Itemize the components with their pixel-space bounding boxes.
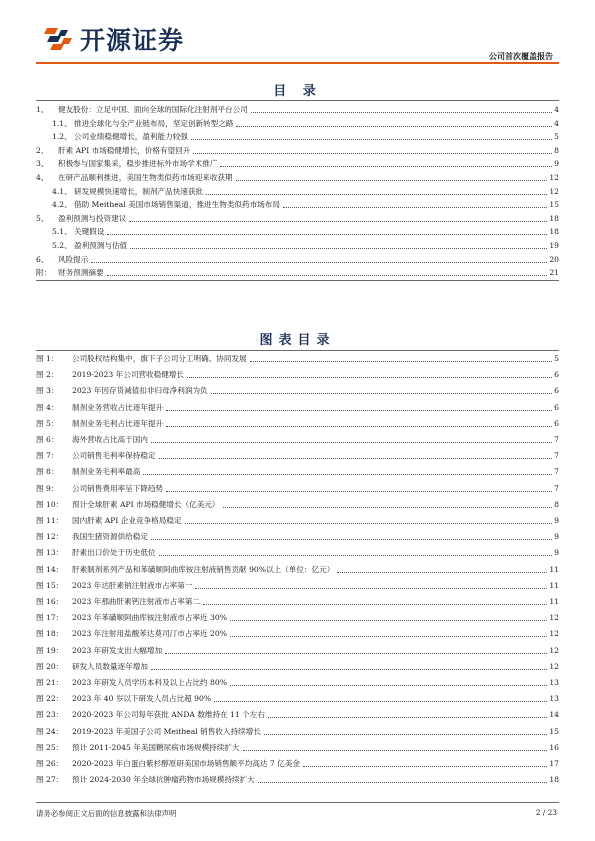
- figure-entry-text: 我国生猪资源供给稳定: [72, 532, 148, 542]
- dot-leader: [268, 716, 547, 718]
- toc-entry-text: 健友股份：立足中国、面向全球的国际化注射剂平台公司: [58, 105, 248, 114]
- figure-entry-text: 公司销售毛利率保持稳定: [72, 451, 156, 461]
- toc-entry-number: 5.2、: [52, 241, 72, 250]
- toc-entry-number: 4.2、: [52, 200, 72, 210]
- figure-entry-text: 2023 年研发人员学历本科及以上占比约 80%: [72, 678, 227, 687]
- figure-entry-page: 6: [554, 418, 559, 428]
- dot-leader: [143, 473, 552, 475]
- toc-entry[interactable]: [36, 157, 559, 170]
- figure-entry-number: 图 20：: [36, 661, 64, 671]
- figure-entry-page: 9: [554, 516, 559, 525]
- figure-entry-text: 制剂业务毛利占比逐年提升: [72, 418, 164, 428]
- dot-leader: [206, 193, 547, 195]
- dot-leader: [151, 668, 547, 670]
- figure-entry[interactable]: [36, 498, 559, 511]
- kaiyuan-logo-icon: [44, 24, 74, 54]
- brand-name: 开源证券: [80, 26, 185, 55]
- toc-entry-number: 5.1、: [52, 227, 72, 237]
- dot-leader: [151, 538, 552, 540]
- dot-leader: [236, 125, 552, 127]
- toc-entry-text: 盈利预测与估值: [74, 241, 128, 250]
- figure-entry-text: 预计 2011-2045 年美国糖尿病市场规模持续扩大: [72, 742, 240, 752]
- toc-entry-number: 1、: [36, 105, 49, 114]
- dot-leader: [303, 765, 547, 767]
- toc-entry-page: 12: [549, 173, 559, 182]
- toc-entry-number: 1.1、: [52, 118, 72, 128]
- dot-leader: [214, 700, 547, 702]
- toc-entry-page: 4: [554, 118, 559, 128]
- figure-entry-page: 12: [549, 645, 559, 655]
- dot-leader: [230, 635, 547, 637]
- figure-entry[interactable]: [36, 644, 559, 657]
- toc-entry-page: 9: [554, 159, 559, 169]
- figure-entry[interactable]: [36, 773, 559, 786]
- toc-entry-text: 关键假设: [74, 227, 105, 237]
- dot-leader: [107, 274, 548, 276]
- figure-entry[interactable]: [36, 401, 559, 414]
- figure-entry-text: 制剂业务毛利率最高: [72, 467, 141, 477]
- figure-entry[interactable]: [36, 417, 559, 430]
- figure-entry-number: 图 11：: [36, 516, 64, 525]
- figure-entry-number: 图 13：: [36, 548, 64, 558]
- figure-entry-text: 2023 年因存货减值扣非归母净利润为负: [72, 386, 208, 396]
- dot-leader: [129, 220, 547, 222]
- figure-entry-number: 图 18：: [36, 629, 64, 639]
- brand-logo: [44, 24, 184, 54]
- page-number: 2 / 23: [535, 808, 557, 817]
- figure-entry-number: 图 16：: [36, 597, 64, 606]
- toc-entry-number: 5、: [36, 213, 49, 223]
- figure-entry-text: 2020-2023 年公司每年获批 ANDA 数维持在 11 个左右: [72, 710, 265, 720]
- figure-entry[interactable]: [36, 741, 559, 754]
- figure-entry-page: 7: [554, 435, 559, 444]
- toc-bottom-divider: [36, 280, 559, 281]
- toc-entry[interactable]: [36, 103, 559, 116]
- figure-entry-page: 8: [554, 499, 559, 509]
- footer-divider: [36, 802, 559, 803]
- footer-disclaimer: 请务必参阅正文后面的信息披露和法律声明: [36, 809, 177, 818]
- toc-entry[interactable]: [36, 117, 559, 130]
- figure-entry-number: 图 23：: [36, 710, 64, 720]
- dot-leader: [220, 165, 552, 167]
- figure-entry[interactable]: [36, 595, 559, 608]
- dot-leader: [264, 733, 547, 735]
- toc-entry-page: 18: [549, 227, 559, 237]
- figure-entry-page: 11: [549, 580, 559, 590]
- dot-leader: [159, 457, 553, 459]
- toc-entry-number: 附：: [36, 268, 52, 278]
- toc-entry-page: 5: [554, 132, 559, 142]
- figure-entry-number: 图 6：: [36, 435, 59, 444]
- figure-entry-text: 2019-2023 年美国子公司 Meitheal 销售收入持续增长: [72, 726, 261, 736]
- figure-entry-page: 17: [549, 759, 559, 768]
- dot-leader: [166, 490, 552, 492]
- figure-entry-number: 图 27：: [36, 775, 64, 785]
- header-divider: [36, 62, 559, 64]
- figure-entry-number: 图 17：: [36, 613, 64, 623]
- figure-entry[interactable]: [36, 627, 559, 640]
- dot-leader: [230, 619, 547, 621]
- figure-entry-page: 12: [549, 661, 559, 671]
- figure-entry-page: 6: [554, 370, 559, 380]
- dot-leader: [230, 684, 547, 686]
- figure-entry[interactable]: [36, 579, 559, 592]
- toc-entry-page: 18: [549, 213, 559, 223]
- toc-entry-number: 3、: [36, 159, 49, 169]
- figure-entry-page: 14: [549, 710, 559, 720]
- dot-leader: [130, 247, 547, 249]
- figure-entry[interactable]: [36, 546, 559, 559]
- figure-entry-text: 海外营收占比高于国内: [72, 435, 148, 444]
- figure-entry[interactable]: [36, 482, 559, 495]
- figure-entry-number: 图 14：: [36, 564, 64, 574]
- toc-entry-text: 推进全球化与全产业链布局，坚定创新转型之路: [74, 118, 234, 128]
- figure-entry-page: 7: [554, 451, 559, 461]
- figure-entry-number: 图 4：: [36, 402, 59, 412]
- toc-entry-number: 6、: [36, 254, 49, 264]
- toc-entry[interactable]: [36, 266, 559, 279]
- toc-top-divider: [36, 100, 559, 101]
- toc-entry-text: 在研产品顺利推进，美国生物类似药市场迎来收获期: [58, 173, 233, 182]
- figure-entry-page: 15: [549, 726, 559, 736]
- figure-entry-number: 图 12：: [36, 532, 64, 542]
- figure-entry-page: 13: [549, 678, 559, 687]
- dot-leader: [151, 441, 552, 443]
- dot-leader: [193, 152, 552, 154]
- figure-entry-text: 预计 2024-2030 年全球抗肿瘤药物市场规模持续扩大: [72, 775, 255, 785]
- dot-leader: [166, 409, 552, 411]
- toc-entry-number: 4.1、: [52, 186, 72, 196]
- figure-entry-page: 13: [549, 694, 559, 704]
- dot-leader: [191, 138, 552, 140]
- figure-entry[interactable]: [36, 384, 559, 397]
- figure-entry[interactable]: [36, 514, 559, 527]
- toc-entry[interactable]: [36, 212, 559, 225]
- toc-entry[interactable]: [36, 144, 559, 157]
- toc-entry-text: 风险提示: [58, 254, 89, 264]
- figure-entry-page: 6: [554, 386, 559, 396]
- toc-entry-page: 19: [549, 241, 559, 250]
- figure-entry[interactable]: [36, 465, 559, 478]
- report-type-label: 公司首次覆盖报告: [489, 51, 553, 61]
- toc-entry[interactable]: [36, 239, 559, 252]
- figure-entry[interactable]: [36, 708, 559, 721]
- figure-entry[interactable]: [36, 611, 559, 624]
- toc-entry[interactable]: [36, 171, 559, 184]
- figures-top-divider: [36, 350, 559, 351]
- toc-entry-page: 4: [554, 105, 559, 114]
- figure-entry-number: 图 1：: [36, 354, 59, 363]
- toc-entry-text: 盈利预测与投资建议: [58, 213, 127, 223]
- figure-entry-page: 12: [549, 613, 559, 623]
- dot-leader: [91, 261, 547, 263]
- figure-entry-number: 图 21：: [36, 678, 64, 687]
- dot-leader: [258, 781, 548, 783]
- toc-entry-page: 12: [549, 186, 559, 196]
- dot-leader: [166, 425, 552, 427]
- figure-entry-text: 公司股权结构集中，旗下子公司分工明确、协同发展: [72, 354, 247, 363]
- figure-entry[interactable]: [36, 368, 559, 381]
- figure-entry[interactable]: [36, 530, 559, 543]
- figure-entry-text: 研发人员数量逐年增加: [72, 661, 148, 671]
- figure-entry-number: 图 2：: [36, 370, 59, 380]
- toc-entry-text: 研发规模快速增长，制剂产品快速获批: [74, 186, 204, 196]
- figure-entry-number: 图 26：: [36, 759, 64, 768]
- figure-entry[interactable]: [36, 433, 559, 446]
- figure-entry-text: 2023 年达肝素钠注射液市占率第一: [72, 580, 193, 590]
- figure-entry-text: 2019-2023 年公司营收稳健增长: [72, 370, 184, 380]
- figure-entry[interactable]: [36, 757, 559, 770]
- toc-entry-text: 借助 Meitheal 美国市场销售渠道，推进生物类似药市场布局: [74, 200, 280, 210]
- figure-entry-text: 2023 年苯磺顺阿曲库铵注射液市占率近 30%: [72, 613, 227, 623]
- toc-title: 目 录: [273, 84, 322, 99]
- toc-entry[interactable]: [36, 225, 559, 238]
- figure-entry-page: 9: [554, 548, 559, 558]
- toc-entry-page: 8: [554, 145, 559, 155]
- toc-entry[interactable]: [36, 253, 559, 266]
- dot-leader: [165, 652, 547, 654]
- figure-entry[interactable]: [36, 563, 559, 576]
- figure-entry-number: 图 10：: [36, 499, 64, 509]
- figure-entry-text: 肝素出口价处于历史低位: [72, 548, 156, 558]
- figure-entry-text: 2023 年那曲肝素钙注射液市占率第二: [72, 597, 201, 606]
- dot-leader: [187, 376, 552, 378]
- figure-entry[interactable]: [36, 676, 559, 689]
- figure-entry-number: 图 5：: [36, 418, 59, 428]
- figure-entry[interactable]: [36, 725, 559, 738]
- toc-entry-text: 积极参与国家集采，稳步推进标外市场学术推广: [58, 159, 218, 169]
- toc-entry-page: 20: [549, 254, 559, 264]
- figure-entry-text: 2023 年注射用盐酸苯达莫司汀市占率近 20%: [72, 629, 227, 639]
- figure-entry-number: 图 8：: [36, 467, 59, 477]
- figure-entry-text: 2023 年 40 岁以下研发人员占比超 90%: [72, 694, 212, 704]
- dot-leader: [107, 233, 547, 235]
- figure-entry-number: 图 3：: [36, 386, 59, 396]
- dot-leader: [337, 571, 547, 573]
- figure-entry-page: 12: [549, 629, 559, 639]
- toc-entry-text: 财务预测摘要: [58, 268, 104, 278]
- toc-entry[interactable]: [36, 185, 559, 198]
- figure-entry[interactable]: [36, 660, 559, 673]
- figure-entry-number: 图 15：: [36, 580, 64, 590]
- figure-entry-number: 图 19：: [36, 645, 64, 655]
- figure-entry[interactable]: [36, 449, 559, 462]
- dot-leader: [195, 587, 547, 589]
- dot-leader: [250, 360, 553, 362]
- dot-leader: [159, 554, 553, 556]
- figure-entry-number: 图 22：: [36, 694, 64, 704]
- dot-leader: [185, 522, 553, 524]
- figures-title: 图表目录: [259, 333, 336, 348]
- dot-leader: [211, 392, 553, 394]
- toc-entry-number: 4、: [36, 173, 49, 182]
- page-header: [0, 0, 595, 62]
- figure-entry-page: 6: [554, 402, 559, 412]
- figure-entry-text: 预计全球肝素 API 市场稳健增长（亿美元）: [72, 499, 220, 509]
- figure-entry-text: 肝素制剂系列产品和苯磺顺阿曲库铵注射液销售贡献 90%以上（单位：亿元）: [72, 564, 335, 574]
- figure-entry-text: 国内肝素 API 企业竞争格局稳定: [72, 516, 182, 525]
- figure-entry-number: 图 25：: [36, 742, 64, 752]
- figure-entry-page: 9: [554, 532, 559, 542]
- figure-entry-number: 图 24：: [36, 726, 64, 736]
- figure-entry-number: 图 7：: [36, 451, 59, 461]
- dot-leader: [203, 603, 547, 605]
- dot-leader: [283, 206, 547, 208]
- toc-entry-page: 15: [549, 200, 559, 210]
- figure-entry-text: 公司销售费用率呈下降趋势: [72, 483, 164, 493]
- toc-entry[interactable]: [36, 198, 559, 211]
- figure-entry-page: 7: [554, 483, 559, 493]
- toc-entry[interactable]: [36, 130, 559, 143]
- figure-entry-text: 2023 年研发支出大幅增加: [72, 645, 163, 655]
- figure-entry-page: 11: [549, 564, 559, 574]
- figure-entry-text: 制剂业务营收占比逐年提升: [72, 402, 164, 412]
- figure-entry-page: 11: [549, 597, 559, 606]
- figure-entry[interactable]: [36, 352, 559, 365]
- toc-entry-text: 公司业绩稳健增长，盈利能力较强: [74, 132, 188, 142]
- dot-leader: [251, 111, 552, 113]
- toc-entry-page: 21: [549, 268, 559, 278]
- figure-entry[interactable]: [36, 692, 559, 705]
- figure-entry-page: 18: [549, 775, 559, 785]
- dot-leader: [223, 506, 553, 508]
- dot-leader: [236, 179, 548, 181]
- toc-entry-number: 1.2、: [52, 132, 72, 142]
- figure-entry-page: 16: [549, 742, 559, 752]
- dot-leader: [243, 749, 548, 751]
- figure-entry-text: 2020-2023 年白蛋白紫杉醇原研美国市场销售额平均高达 7 亿美金: [72, 759, 300, 768]
- toc-entry-text: 肝素 API 市场稳健增长，价格有望回升: [58, 145, 191, 155]
- figure-entry-page: 7: [554, 467, 559, 477]
- figure-entry-page: 5: [554, 354, 559, 363]
- toc-entry-number: 2、: [36, 145, 49, 155]
- figure-entry-number: 图 9：: [36, 483, 59, 493]
